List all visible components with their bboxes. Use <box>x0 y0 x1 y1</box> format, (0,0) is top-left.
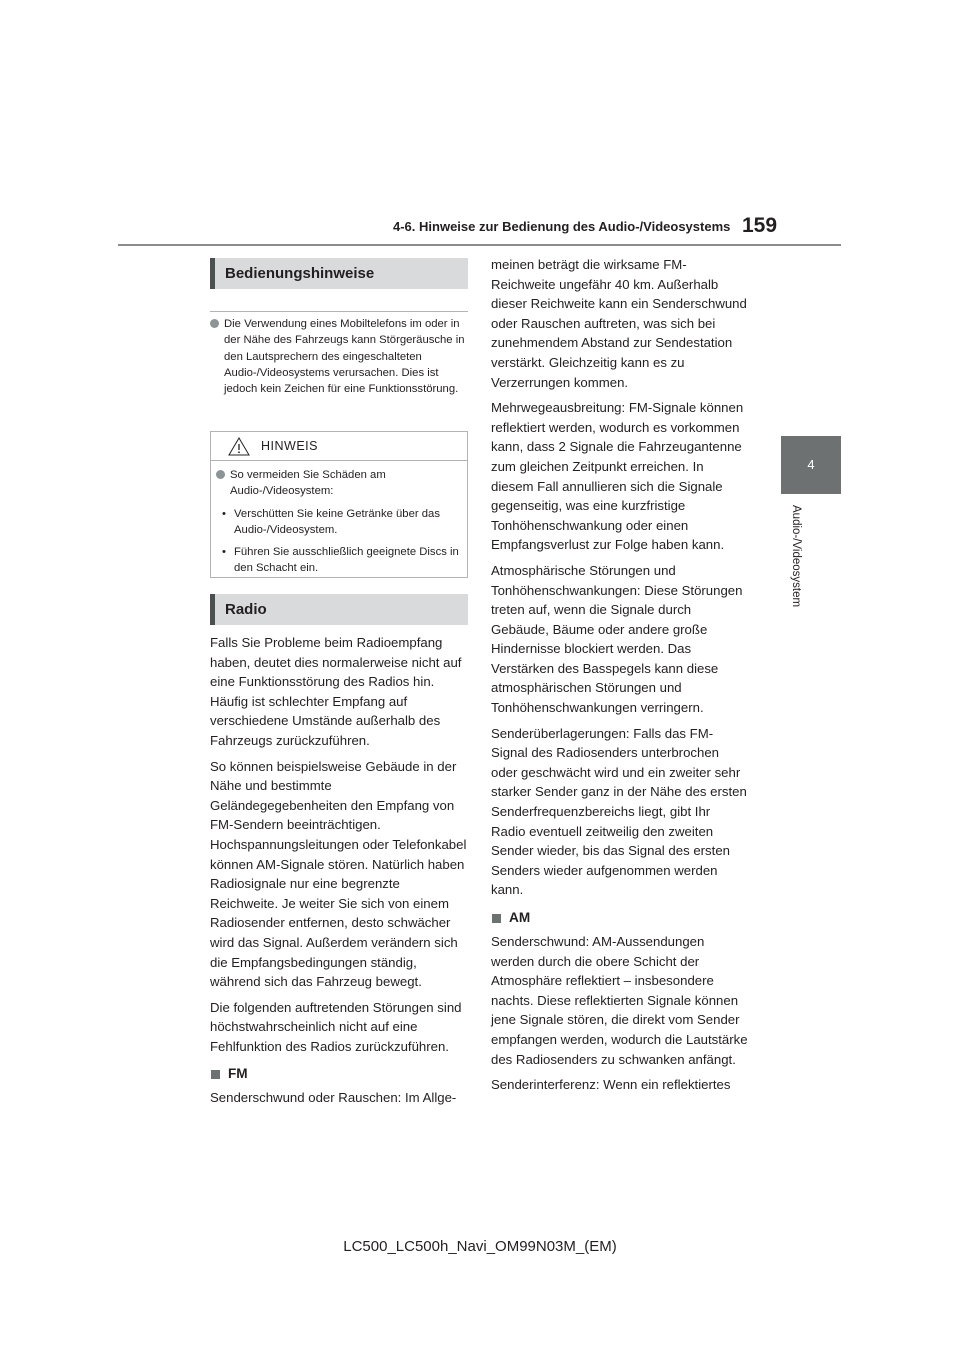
radio-continued-text <box>491 255 748 1101</box>
note-item <box>210 316 468 397</box>
paragraph: Senderschwund oder Rauschen: Im Allge- <box>210 1090 457 1106</box>
paragraph: Die folgenden auftretenden Störungen sind höchstwahrscheinlich nicht auf eine Fehlfunktion des Radios zurückzuführen. <box>210 999 462 1054</box>
paragraph: Atmosphärische Störungen und Tonhöhenschwankungen: Diese Störungen treten auf, wenn die Signale durch Gebäude, Bäume oder andere große Hindernisse blockiert werden. Das Verstärken des Basspegels kann diese atmosphärischen Störungen und Tonhöhenschwankungen verringern. <box>491 562 743 716</box>
notice-list-item <box>216 544 461 576</box>
section-divider <box>210 311 468 312</box>
warning-triangle-icon <box>228 437 250 456</box>
bullet-dot-icon <box>216 470 225 479</box>
chapter-number: 4 <box>807 457 815 472</box>
paragraph: Senderüberlagerungen: Falls das FM-Signal des Radiosenders unterbrochen oder geschwächt wird und ein zweiter sehr starker Sender ganz in der Nähe des ersten Senderfrequenzbereichs liegt, gibt Ihr Radio eventuell zeitweilig den zweiten Sender wieder, bis das Signal des ersten Senders wieder aufgenommen werden kann. <box>491 725 747 898</box>
notice-body <box>216 467 461 576</box>
notice-box <box>210 431 468 578</box>
subheading-text: FM <box>228 1066 248 1082</box>
subheading-fm <box>210 1064 468 1084</box>
section-heading-text: Radio <box>225 601 267 618</box>
notice-list-item <box>216 506 461 538</box>
notice-intro <box>216 467 461 500</box>
bullet-dot-icon <box>210 319 219 328</box>
notice-item-text: Verschütten Sie keine Getränke über das Audio-/Videosystem. <box>234 507 440 536</box>
notice-title: HINWEIS <box>261 439 318 453</box>
subheading-am <box>491 908 748 928</box>
section-heading-bedienungshinweise <box>210 258 468 289</box>
paragraph: So können beispielsweise Gebäude in der Nähe und bestimmte Geländegegebenheiten den Empfang von FM-Sendern beeinträchtigen. Hochspannungsleitungen oder Telefonkabel können AM-Signale stören. Natürlich haben Radiosignale nur eine begrenzte Reichweite. Je weiter Sie sich von einem Radiosender entfernen, desto schwächer wird das Signal. Außerdem verändern sich die Empfangsbedingungen ständig, während sich das Fahrzeug bewegt. <box>210 758 467 990</box>
radio-intro-text <box>210 633 468 1114</box>
paragraph: Mehrwegeausbreitung: FM-Signale können reflektiert werden, wodurch es vorkommen kann, dass 2 Signale die Fahrzeugantenne zum gleichen Zeitpunkt erreichen. In diesem Fall annullieren sich die Signale gegenseitig, was eine kurzfristige Tonhöhenschwankung oder einen Empfangsverlust zur Folge haben kann. <box>491 400 744 553</box>
chapter-tab <box>781 436 841 494</box>
mobile-phone-note <box>210 316 468 397</box>
subheading-text: AM <box>509 910 531 925</box>
header-divider <box>118 244 841 246</box>
paragraph: Senderinterferenz: Wenn ein reflektiertes <box>491 1077 731 1093</box>
list-marker: • <box>222 507 226 520</box>
notice-intro-text: So vermeiden Sie Schäden am Audio-/Videosystem: <box>230 469 386 498</box>
manual-identifier: LC500_LC500h_Navi_OM99N03M_(EM) <box>343 1238 617 1255</box>
paragraph-continuation: meinen beträgt die wirksame FM-Reichweite ungefähr 40 km. Außerhalb dieser Reichweite kann ein Senderschwund oder Rauschen auftreten, was sich bei zunehmendem Abstand zur Sendestation verstärkt. Gleichzeitig kann es zu Verzerrungen kommen. <box>491 257 747 390</box>
running-header-title: 4-6. Hinweise zur Bedienung des Audio-/Videosystems <box>393 219 731 234</box>
notice-header <box>211 432 467 461</box>
section-heading-radio <box>210 594 468 625</box>
page-number: 159 <box>742 214 778 237</box>
paragraph: Senderschwund: AM-Aussendungen werden durch die obere Schicht der Atmosphäre reflektiert – insbesondere nachts. Diese reflektierten Signale können jene Signale stören, die direkt vom Sender empfangen werden, wodurch die Lautstärke des Radiosenders zu schwanken anfängt. <box>491 934 748 1067</box>
list-marker: • <box>222 545 226 558</box>
note-text: Die Verwendung eines Mobiltelefons im oder in der Nähe des Fahrzeugs kann Störgeräusche in den Lautsprechern des eingeschalteten Audio-/Videosystems verursachen. Dies ist jedoch kein Zeichen für eine Funktionsstörung. <box>224 318 465 396</box>
square-bullet-icon <box>211 1070 220 1079</box>
square-bullet-icon <box>492 914 501 923</box>
section-heading-text: Bedienungshinweise <box>225 265 375 282</box>
chapter-label: Audio-/Videosystem <box>790 505 802 608</box>
notice-item-text: Führen Sie ausschließlich geeignete Discs in den Schacht ein. <box>234 545 459 574</box>
paragraph: Falls Sie Probleme beim Radioempfang haben, deutet dies normalerweise nicht auf eine Funktionsstörung des Radios hin. Häufig ist schlechter Empfang auf verschiedene Umstände außerhalb des Fahrzeugs zurückzuführen. <box>210 635 462 748</box>
